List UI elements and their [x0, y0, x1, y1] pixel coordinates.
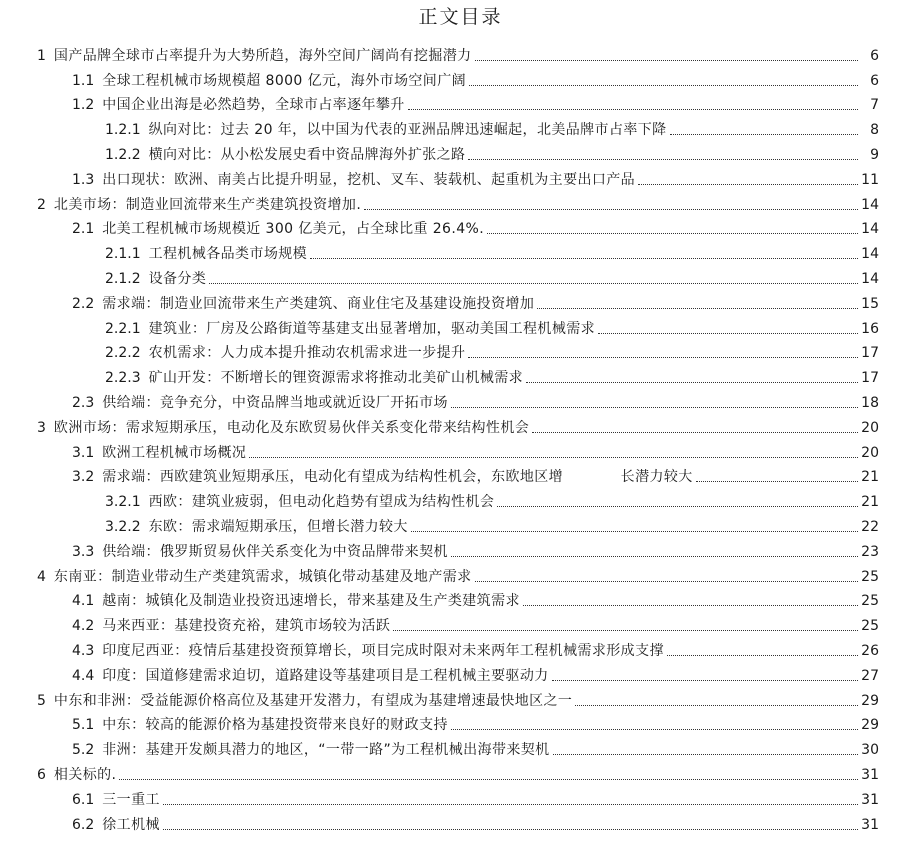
toc-entry-number: 1.2.2: [105, 146, 141, 163]
toc-dot-leader: [575, 705, 858, 706]
toc-entry-page-number: 17: [861, 345, 879, 362]
toc-entry-title: 工程机械各品类市场规模: [148, 246, 308, 263]
toc-entry-page-number: 7: [870, 97, 879, 114]
toc-title: 正文目录: [418, 6, 503, 28]
toc-entry-title: 北美市场：制造业回流带来生产类建筑投资增加.: [53, 196, 362, 213]
toc-dot-leader: [249, 457, 858, 458]
toc-entry-page-number: 20: [861, 419, 879, 436]
toc-entry-page-number: 29: [861, 717, 879, 734]
toc-entry-5-2[interactable]: [0, 735, 921, 760]
toc-entry-number: 3.2.1: [105, 494, 141, 511]
toc-entry-page-number: 14: [861, 246, 879, 263]
toc-entry-page-number: 11: [861, 171, 879, 188]
toc-entry-page-number: 18: [861, 394, 879, 411]
toc-entry-number: 2.3: [72, 394, 95, 411]
toc-entry-number: 3.3: [72, 543, 95, 560]
toc-entry-title: 全球工程机械市场规模超 8000 亿元，海外市场空间广阔: [102, 72, 466, 89]
toc-entry-title: 欧洲工程机械市场概况: [102, 444, 247, 461]
toc-entry-title: 非洲：基建开发颇具潜力的地区，“一带一路”为工程机械出海带来契机: [102, 742, 550, 759]
toc-entry-number: 3.1: [72, 444, 95, 461]
toc-entry-page-number: 6: [870, 47, 879, 64]
toc-entry-page-number: 14: [861, 221, 879, 238]
toc-entry-3[interactable]: [0, 413, 921, 438]
toc-dot-leader: [532, 432, 858, 433]
toc-entry-page-number: 26: [861, 642, 879, 659]
toc-entry-title: 中国企业出海是必然趋势，全球市占率逐年攀升: [102, 97, 405, 114]
toc-entry-number: 1.2.1: [105, 122, 141, 139]
toc-entry-1-3[interactable]: [0, 165, 921, 190]
toc-entry-2-1-2[interactable]: [0, 264, 921, 289]
toc-entry-number: 4.4: [72, 667, 95, 684]
toc-entry-title: 越南：城镇化及制造业投资迅速增长，带来基建及生产类建筑需求: [102, 593, 520, 610]
toc-entry-4-1[interactable]: [0, 587, 921, 612]
toc-dot-leader: [523, 605, 858, 606]
toc-entry-title: 东欧：需求端短期承压，但增长潜力较大: [148, 518, 408, 535]
toc-entry-title: 中东：较高的能源价格为基建投资带来良好的财政支持: [102, 717, 448, 734]
toc-entry-2-1[interactable]: [0, 215, 921, 240]
toc-entry-title: 需求端：制造业回流带来生产类建筑、商业住宅及基建设施投资增加: [102, 295, 535, 312]
toc-entry-4-2[interactable]: [0, 611, 921, 636]
toc-entry-number: 3.2.2: [105, 518, 141, 535]
toc-entry-title: 建筑业：厂房及公路街道等基建支出显著增加，驱动美国工程机械需求: [148, 320, 596, 337]
toc-entry-title: 印度：国道修建需求迫切，道路建设等基建项目是工程机械主要驱动力: [102, 667, 549, 684]
toc-entry-page-number: 6: [870, 72, 879, 89]
toc-entry-title: 横向对比：从小松发展史看中资品牌海外扩张之路: [148, 146, 466, 163]
toc-entry-number: 2: [37, 196, 46, 213]
toc-entry-page-number: 16: [861, 320, 879, 337]
toc-entry-number: 1: [37, 47, 46, 64]
toc-entry-title: 中东和非洲：受益能源价格高位及基建开发潜力，有望成为基建增速最快地区之一: [53, 692, 573, 709]
toc-dot-leader: [163, 829, 858, 830]
toc-dot-leader: [598, 333, 858, 334]
toc-entry-1-1[interactable]: [0, 66, 921, 91]
toc-entry-page-number: 31: [861, 791, 879, 808]
toc-entry-number: 4: [37, 568, 46, 585]
toc-entry-4[interactable]: [0, 562, 921, 587]
toc-entry-number: 1.2: [72, 97, 95, 114]
toc-entry-number: 4.1: [72, 593, 95, 610]
toc-dot-leader: [163, 804, 858, 805]
toc-entry-page-number: 25: [861, 618, 879, 635]
toc-dot-leader: [475, 60, 858, 61]
toc-entry-number: 2.1: [72, 221, 95, 238]
toc-entry-number: 1.1: [72, 72, 95, 89]
toc-entry-2-3[interactable]: [0, 388, 921, 413]
toc-entry-5-1[interactable]: [0, 711, 921, 736]
toc-entry-3-2-1[interactable]: [0, 487, 921, 512]
toc-entry-6[interactable]: [0, 760, 921, 785]
toc-dot-leader: [475, 581, 858, 582]
toc-entry-title: 三一重工: [102, 791, 160, 808]
toc-entry-title: 相关标的.: [53, 766, 117, 783]
toc-dot-leader: [408, 109, 858, 110]
toc-entry-title: 北美工程机械市场规模近 300 亿美元，占全球比重 26.4%.: [102, 221, 485, 238]
toc-dot-leader: [526, 382, 858, 383]
toc-entry-page-number: 25: [861, 568, 879, 585]
toc-entry-3-3[interactable]: [0, 537, 921, 562]
toc-entry-page-number: 9: [870, 146, 879, 163]
toc-entry-number: 2.2.1: [105, 320, 141, 337]
toc-entry-number: 5: [37, 692, 46, 709]
toc-entry-number: 3: [37, 419, 46, 436]
toc-entry-page-number: 31: [861, 766, 879, 783]
toc-entry-page-number: 31: [861, 816, 879, 833]
toc-dot-leader: [119, 779, 858, 780]
toc-entry-title: 马来西亚：基建投资充裕，建筑市场较为活跃: [102, 618, 391, 635]
toc-dot-leader: [670, 134, 858, 135]
toc-entry-number: 2.2.3: [105, 370, 141, 387]
toc-entry-page-number: 15: [861, 295, 879, 312]
toc-entry-title: 徐工机械: [102, 816, 160, 833]
toc-entry-number: 6: [37, 766, 46, 783]
toc-entry-number: 1.3: [72, 171, 95, 188]
toc-entry-6-2[interactable]: [0, 810, 921, 835]
toc-entry-2-2-3[interactable]: [0, 363, 921, 388]
toc-entry-page-number: 29: [861, 692, 879, 709]
toc-entry-1-2[interactable]: [0, 91, 921, 116]
toc-entry-number: 2.1.2: [105, 270, 141, 287]
toc-entry-title: 欧洲市场：需求短期承压，电动化及东欧贸易伙伴关系变化带来结构性机会: [53, 419, 530, 436]
toc-dot-leader: [537, 308, 858, 309]
toc-entry-2-1-1[interactable]: [0, 239, 921, 264]
toc-dot-leader: [497, 506, 858, 507]
toc-entry-number: 3.2: [72, 469, 95, 486]
toc-entry-page-number: 17: [861, 370, 879, 387]
toc-dot-leader: [468, 357, 858, 358]
toc-dot-leader: [487, 233, 858, 234]
toc-entry-title: 矿山开发：不断增长的锂资源需求将推动北美矿山机械需求: [148, 370, 524, 387]
toc-entry-page-number: 30: [861, 742, 879, 759]
toc-entry-1[interactable]: [0, 41, 921, 66]
toc-entry-page-number: 14: [861, 270, 879, 287]
toc-entry-title: 设备分类: [148, 270, 207, 287]
toc-entry-title: 西欧：建筑业疲弱，但电动化趋势有望成为结构性机会: [148, 494, 495, 511]
toc-dot-leader: [393, 630, 858, 631]
toc-entry-page-number: 20: [861, 444, 879, 461]
toc-entry-page-number: 25: [861, 593, 879, 610]
toc-entry-page-number: 8: [870, 122, 879, 139]
toc-entry-number: 2.1.1: [105, 246, 141, 263]
toc-dot-leader: [552, 680, 858, 681]
toc-entry-title: 出口现状：欧洲、南美占比提升明显，挖机、叉车、装载机、起重机为主要出口产品: [102, 171, 636, 188]
toc-dot-leader: [553, 754, 858, 755]
toc-entry-number: 4.3: [72, 642, 95, 659]
toc-entry-2-2-2[interactable]: [0, 339, 921, 364]
toc-dot-leader: [451, 556, 858, 557]
toc-entry-5[interactable]: [0, 686, 921, 711]
toc-dot-leader: [411, 531, 858, 532]
toc-entry-3-1[interactable]: [0, 438, 921, 463]
toc-entry-page-number: 21: [861, 469, 879, 486]
toc-entry-title: 供给端：竞争充分，中资品牌当地或就近设厂开拓市场: [102, 394, 448, 411]
toc-entry-number: 5.2: [72, 742, 95, 759]
toc-entry-2-2-1[interactable]: [0, 314, 921, 339]
toc-entry-page-number: 27: [861, 667, 879, 684]
toc-entry-title: 东南亚：制造业带动生产类建筑需求，城镇化带动基建及地产需求: [53, 568, 472, 585]
toc-entry-number: 2.2.2: [105, 345, 141, 362]
toc-entry-title: 国产品牌全球市占率提升为大势所趋，海外空间广阔尚有挖掘潜力: [53, 47, 472, 64]
toc-entry-number: 4.2: [72, 618, 95, 635]
toc-dot-leader: [638, 184, 858, 185]
toc-dot-leader: [667, 655, 858, 656]
toc-dot-leader: [696, 481, 858, 482]
toc-entry-title: 供给端：俄罗斯贸易伙伴关系变化为中资品牌带来契机: [102, 543, 448, 560]
toc-entry-title: 农机需求：人力成本提升推动农机需求进一步提升: [148, 345, 466, 362]
toc-entry-number: 5.1: [72, 717, 95, 734]
toc-dot-leader: [468, 159, 858, 160]
toc-entry-number: 6.2: [72, 816, 95, 833]
toc-list: [0, 41, 921, 835]
toc-dot-leader: [364, 209, 858, 210]
toc-dot-leader: [469, 85, 858, 86]
toc-entry-4-3[interactable]: [0, 636, 921, 661]
toc-entry-page-number: 14: [861, 196, 879, 213]
toc-dot-leader: [310, 258, 858, 259]
toc-entry-3-2-2[interactable]: [0, 512, 921, 537]
toc-dot-leader: [209, 283, 858, 284]
toc-entry-4-4[interactable]: [0, 661, 921, 686]
toc-entry-title: 印度尼西亚：疫情后基建投资预算增长，项目完成时限对未来两年工程机械需求形成支撑: [102, 642, 664, 659]
toc-entry-number: 2.2: [72, 295, 95, 312]
toc-dot-leader: [451, 729, 858, 730]
toc-entry-page-number: 22: [861, 518, 879, 535]
toc-entry-1-2-1[interactable]: [0, 115, 921, 140]
toc-dot-leader: [451, 407, 858, 408]
toc-entry-2-2[interactable]: [0, 289, 921, 314]
toc-entry-1-2-2[interactable]: [0, 140, 921, 165]
toc-entry-3-2[interactable]: [0, 463, 921, 488]
toc-entry-6-1[interactable]: [0, 785, 921, 810]
toc-entry-page-number: 23: [861, 543, 879, 560]
toc-entry-title: 需求端：西欧建筑业短期承压，电动化有望成为结构性机会，东欧地区增 长潜力较大: [102, 469, 693, 486]
toc-entry-number: 6.1: [72, 791, 95, 808]
toc-entry-page-number: 21: [861, 494, 879, 511]
toc-entry-2[interactable]: [0, 190, 921, 215]
toc-entry-title: 纵向对比：过去 20 年，以中国为代表的亚洲品牌迅速崛起，北美品牌市占率下降: [148, 122, 667, 139]
